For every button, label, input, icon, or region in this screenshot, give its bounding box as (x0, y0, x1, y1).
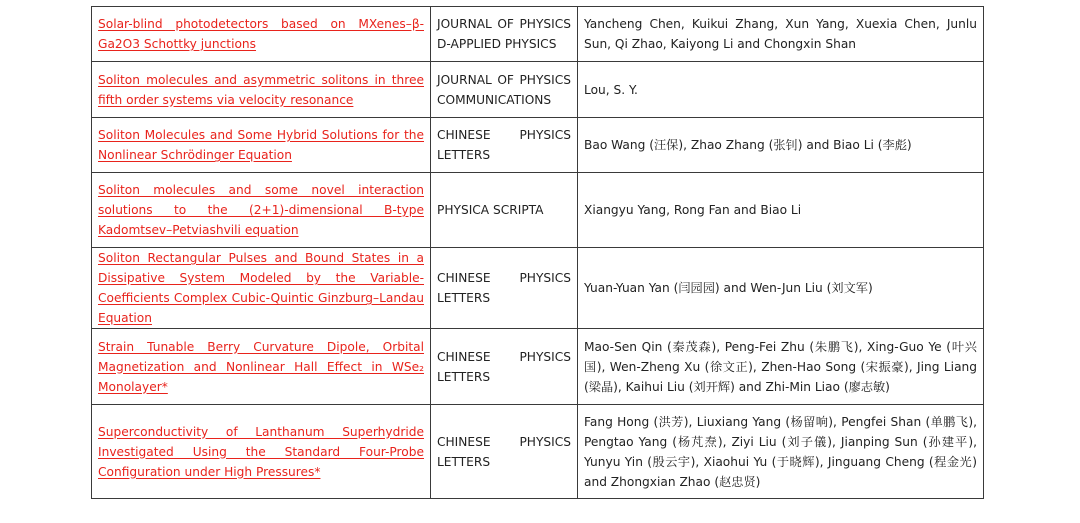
title-cell (92, 248, 431, 329)
paper-title-link[interactable]: Soliton Rectangular Pulses and Bound States in a Dissipative System Modeled by the Variable-Coefficients Complex Cubic-Quintic Ginzburg–Landau Equation (98, 251, 424, 325)
title-cell (92, 405, 431, 499)
authors-cell: Mao-Sen Qin (秦茂森), Peng-Fei Zhu (朱鹏飞), Xing-Guo Ye (叶兴国), Wen-Zheng Xu (徐文正), Zhen-Hao Song (宋振豪), Jing Liang (梁晶), Kaihui Liu (刘开辉) and Zhi-Min Liao (廖志敏) (578, 329, 984, 405)
journal-cell: PHYSICA SCRIPTA (431, 173, 578, 248)
journal-cell: JOURNAL OF PHYSICS D-APPLIED PHYSICS (431, 7, 578, 62)
paper-title-link[interactable]: Soliton molecules and some novel interaction solutions to the (2+1)-dimensional B-type Kadomtsev–Petviashvili equation (98, 183, 424, 237)
paper-title-link[interactable]: Strain Tunable Berry Curvature Dipole, Orbital Magnetization and Nonlinear Hall Effect in WSe₂ Monolayer* (98, 339, 424, 394)
paper-title-link[interactable]: Soliton molecules and asymmetric solitons in three fifth order systems via velocity resonance (98, 72, 424, 107)
authors-cell: Lou, S. Y. (578, 62, 984, 118)
authors-cell: Xiangyu Yang, Rong Fan and Biao Li (578, 173, 984, 248)
paper-title-link[interactable]: Soliton Molecules and Some Hybrid Solutions for the Nonlinear Schrödinger Equation (98, 128, 424, 162)
journal-cell: CHINESE PHYSICS LETTERS (431, 329, 578, 405)
paper-title-link[interactable]: Superconductivity of Lanthanum Superhydride Investigated Using the Standard Four-Probe Configuration under High Pressures* (98, 424, 424, 479)
authors-cell: Yancheng Chen, Kuikui Zhang, Xun Yang, Xuexia Chen, Junlu Sun, Qi Zhao, Kaiyong Li and Chongxin Shan (578, 7, 984, 62)
table-row (92, 329, 984, 405)
title-cell (92, 62, 431, 118)
papers-table (91, 6, 984, 499)
authors-cell: Fang Hong (洪芳), Liuxiang Yang (杨留响), Pengfei Shan (单鹏飞), Pengtao Yang (杨芃焘), Ziyi Liu (刘子儀), Jianping Sun (孙建平), Yunyu Yin (殷云宇), Xiaohui Yu (于晓辉), Jinguang Cheng (程金光) and Zhongxian Zhao (赵忠贤) (578, 405, 984, 499)
journal-cell: CHINESE PHYSICS LETTERS (431, 118, 578, 173)
title-cell (92, 118, 431, 173)
table-row (92, 62, 984, 118)
table-row (92, 405, 984, 499)
table-row (92, 7, 984, 62)
title-cell (92, 329, 431, 405)
table-row (92, 118, 984, 173)
journal-cell: CHINESE PHYSICS LETTERS (431, 248, 578, 329)
title-cell (92, 7, 431, 62)
journal-cell: JOURNAL OF PHYSICS COMMUNICATIONS (431, 62, 578, 118)
paper-title-link[interactable]: Solar-blind photodetectors based on MXenes–β-Ga2O3 Schottky junctions (98, 17, 424, 51)
authors-cell: Bao Wang (汪保), Zhao Zhang (张钊) and Biao Li (李彪) (578, 118, 984, 173)
title-cell (92, 173, 431, 248)
authors-cell: Yuan-Yuan Yan (闫园园) and Wen-Jun Liu (刘文军) (578, 248, 984, 329)
table-row (92, 173, 984, 248)
table-row (92, 248, 984, 329)
journal-cell: CHINESE PHYSICS LETTERS (431, 405, 578, 499)
